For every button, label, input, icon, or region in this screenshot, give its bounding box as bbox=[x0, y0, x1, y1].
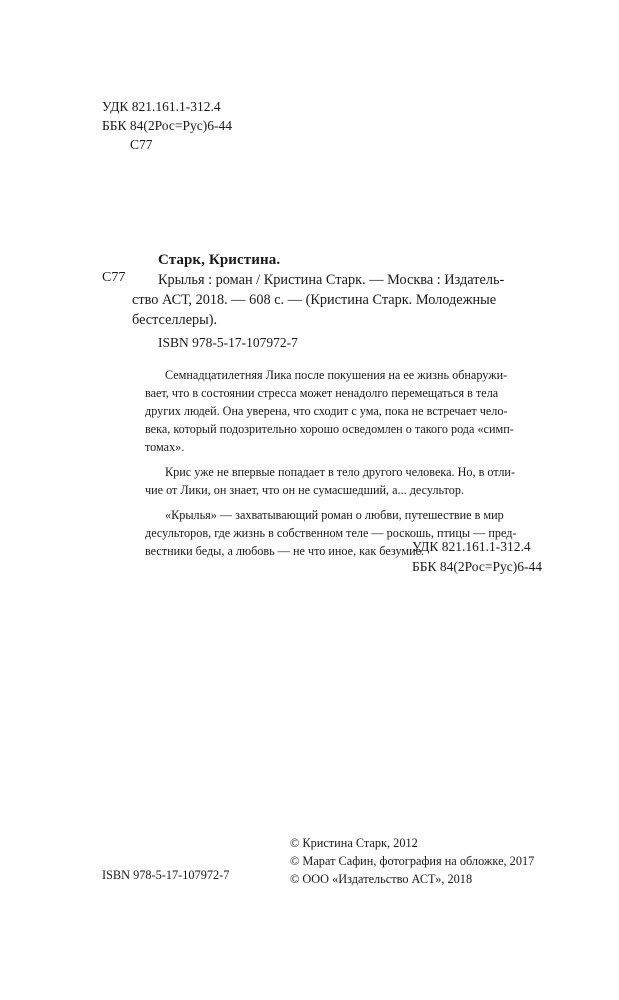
author-heading: Старк, Кристина. bbox=[158, 252, 281, 268]
annotation-line: Семнадцатилетняя Лика после покушения на ее жизнь обнаружи- bbox=[165, 368, 508, 382]
annotation-line: вестники беды, а любовь — не что иное, как безумие. bbox=[145, 544, 425, 558]
annotation-line: чие от Лики, он знает, что он не сумасшедший, а... десультор. bbox=[145, 483, 465, 497]
author-code: С77 bbox=[102, 270, 126, 285]
biblio-line: ство АСТ, 2018. — 608 с. — (Кристина Старк. Молодежные bbox=[132, 292, 497, 308]
copyright-line: © ООО «Издательство АСТ», 2018 bbox=[290, 872, 473, 886]
copyright-line: © Кристина Старк, 2012 bbox=[290, 836, 418, 850]
isbn-bottom: ISBN 978-5-17-107972-7 bbox=[102, 868, 230, 882]
bbk-top: ББК 84(2Рос=Рус)6-44 bbox=[102, 118, 232, 133]
annotation bbox=[145, 366, 525, 560]
annotation-line: «Крылья» — захватывающий роман о любви, путешествие в мир bbox=[165, 508, 504, 522]
isbn-record: ISBN 978-5-17-107972-7 bbox=[158, 335, 298, 350]
udk-right: УДК 821.161.1-312.4 bbox=[412, 539, 531, 554]
udk-top: УДК 821.161.1-312.4 bbox=[102, 99, 221, 114]
annotation-line: вает, что в состоянии стресса может ненадолго перемещаться в тела bbox=[145, 386, 499, 400]
paragraph-gap bbox=[145, 456, 525, 463]
annotation-line: Крис уже не впервые попадает в тело другого человека. Но, в отли- bbox=[165, 465, 516, 479]
bibliographic-description bbox=[132, 270, 528, 330]
bbk-right: ББК 84(2Рос=Рус)6-44 bbox=[412, 559, 542, 574]
biblio-line: бестселлеры). bbox=[132, 312, 218, 328]
classification-right bbox=[412, 537, 542, 577]
paragraph-gap bbox=[145, 499, 525, 506]
author-code-top: С77 bbox=[130, 137, 153, 152]
biblio-line: Крылья : роман / Кристина Старк. — Москва : Издатель- bbox=[158, 272, 505, 288]
annotation-line: томах». bbox=[145, 440, 185, 454]
annotation-line: других людей. Она уверена, что сходит с ума, пока не встречает чело- bbox=[145, 404, 508, 418]
copyright-line: © Марат Сафин, фотография на обложке, 2017 bbox=[290, 854, 535, 868]
annotation-line: десульторов, где жизнь в собственном теле — роскошь, птицы — пред- bbox=[145, 526, 517, 540]
annotation-line: века, который подозрительно хорошо осведомлен о такого рода «симп- bbox=[145, 422, 514, 436]
copyright-block bbox=[290, 834, 534, 888]
